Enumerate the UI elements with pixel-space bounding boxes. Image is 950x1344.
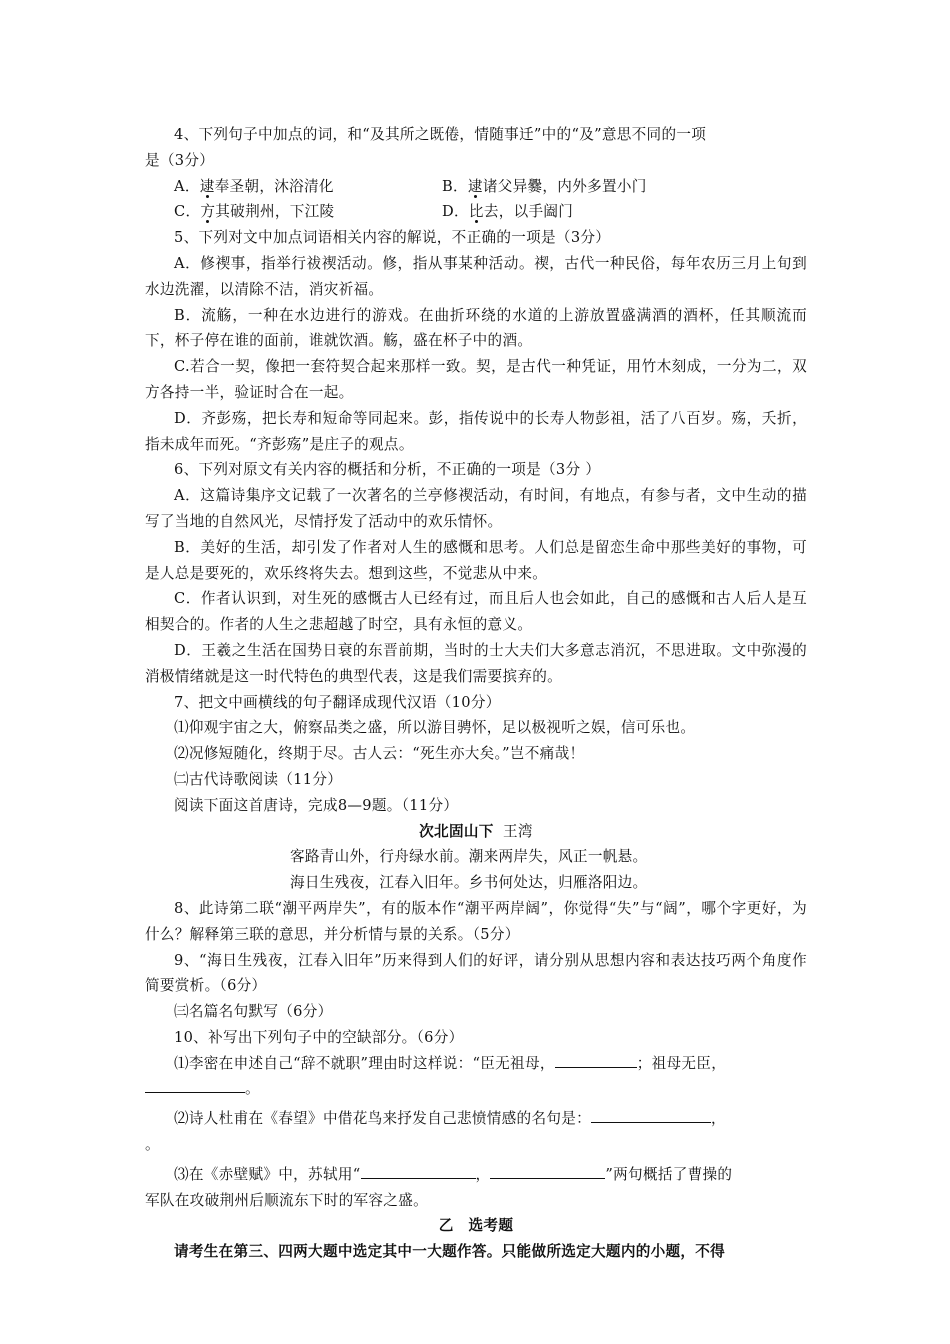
- q5-option-c: C.若合一契，像把一套符契合起来那样一致。契，是古代一种凭证，用竹木刻成，一分为二，双方各持一半，验证时合在一起。: [145, 358, 807, 401]
- q5-option-a: A．修禊事，指举行祓禊活动。修，指从事某种活动。禊，古代一种民俗，每年农历三月上旬到水边洗濯，以清除不洁，消灾祈福。: [145, 254, 807, 298]
- answer-blank[interactable]: [361, 1162, 476, 1179]
- section-dictation-heading: ㈢名篇名句默写（6分）: [174, 1003, 333, 1021]
- q10-item-2: ⑵诗人杜甫在《春望》中借花鸟来抒发自己悲愤情感的名句是： ，: [145, 1106, 807, 1132]
- q4-options-row2: [145, 199, 807, 225]
- q5-stem: 5、下列对文中加点词语相关内容的解说，不正确的一项是（3分）: [174, 229, 611, 247]
- q4-option-d: D．比去，以手阖门: [442, 203, 574, 221]
- q7-stem: 7、把文中画横线的句子翻译成现代汉语（10分）: [174, 693, 501, 711]
- section-b-instructions: 请考生在第三、四两大题中选定其中一大题作答。只能做所选定大题内的小题，不得: [174, 1243, 726, 1261]
- dotted-word: 方: [200, 203, 216, 221]
- answer-blank[interactable]: [145, 1076, 245, 1093]
- q6-stem: 6、下列对原文有关内容的概括和分析，不正确的一项是（3分 ）: [174, 461, 601, 479]
- exam-page: [145, 122, 807, 1265]
- poem-author: 王湾: [503, 822, 533, 840]
- q8-text: 8、此诗第二联“潮平两岸失”，有的版本作“潮平两岸阔”，你觉得“失”与“阔”，哪个字更好，为什么？解释第三联的意思，并分析情与景的关系。（5分）: [145, 899, 807, 943]
- section-poetry-heading: ㈡古代诗歌阅读（11分）: [174, 770, 343, 788]
- q4-options-row1: [145, 174, 807, 200]
- q5-option-d: D．齐彭殇，把长寿和短命等同起来。彭，指传说中的长寿人物彭祖，活了八百岁。殇，夭折，指未成年而死。“齐彭殇”是庄子的观点。: [145, 409, 807, 453]
- q7-sentence-2: ⑵况修短随化，终期于尽。古人云：“死生亦大矣。”岂不痛哉！: [174, 745, 585, 763]
- q6-option-a: A．这篇诗集序文记载了一次著名的兰亭修禊活动，有时间，有地点，有参与者，文中生动的描写了当地的自然风光，尽情抒发了活动中的欢乐情怀。: [145, 487, 807, 530]
- q6-option-b: B．美好的生活，却引发了作者对人生的感慨和思考。人们总是留恋生命中那些美好的事物，可是人总是要死的，欢乐终将失去。想到这些，不觉悲从中来。: [145, 538, 807, 582]
- answer-blank[interactable]: [591, 1106, 711, 1123]
- q6-option-c: C．作者认识到，对生死的感慨古人已经有过，而且后人也会如此，自己的感慨和古人后人是互相契合的。作者的人生之悲超越了时空，具有永恒的意义。: [145, 590, 807, 634]
- q10-item-3-cont: 军队在攻破荆州后顺流东下时的军容之盛。: [145, 1191, 428, 1209]
- q10-item-1: ⑴李密在申述自己“辞不就职”理由时这样说：“臣无祖母， ；祖母无臣，: [145, 1051, 807, 1077]
- q4-option-c: C．方其破荆州，下江陵: [174, 203, 335, 221]
- answer-blank[interactable]: [555, 1051, 637, 1068]
- q10-item-2-cont: 。: [145, 1136, 160, 1154]
- poetry-intro: 阅读下面这首唐诗，完成8—9题。（11分）: [174, 796, 459, 814]
- q10-item-3: ⑶在《赤壁赋》中，苏轼用“ ， ”两句概括了曹操的: [145, 1162, 807, 1188]
- poem-line-2: 海日生残夜，江春入旧年。乡书何处达，归雁洛阳边。: [290, 874, 648, 892]
- section-b-heading: 乙 选考题: [438, 1217, 514, 1235]
- q4-option-a: A．逮奉圣朝，沐浴清化: [174, 177, 334, 195]
- q6-option-d: D．王羲之生活在国势日衰的东晋前期，当时的士大夫们大多意志消沉，不思进取。文中弥漫的消极情绪就是这一时代特色的典型代表，这是我们需要摈弃的。: [145, 641, 807, 685]
- q4-option-b: B．逮诸父异爨，内外多置小门: [442, 177, 647, 195]
- q4-stem: 4、下列句子中加点的词，和“及其所之既倦，情随事迁”中的“及”意思不同的一项: [174, 126, 707, 143]
- dotted-word: 比: [468, 203, 484, 221]
- answer-blank[interactable]: [490, 1162, 605, 1179]
- q5-option-b: B．流觞，一种在水边进行的游戏。在曲折环绕的水道的上游放置盛满酒的酒杯，任其顺流而下，杯子停在谁的面前，谁就饮酒。觞，盛在杯子中的酒。: [145, 306, 807, 350]
- poem-line-1: 客路青山外，行舟绿水前。潮来两岸失，风正一帆悬。: [290, 848, 648, 866]
- dotted-word: 逮: [467, 177, 483, 195]
- q9-text: 9、“海日生残夜，江春入旧年”历来得到人们的好评，请分别从思想内容和表达技巧两个角度作简要赏析。（6分）: [145, 951, 807, 995]
- q10-stem: 10、补写出下列句子中的空缺部分。（6分）: [174, 1028, 464, 1046]
- q7-sentence-1: ⑴仰观宇宙之大，俯察品类之盛，所以游目骋怀，足以极视听之娱，信可乐也。: [174, 719, 696, 737]
- q4-stem-cont: 是（3分）: [145, 151, 215, 169]
- q10-item-1-cont: 。: [145, 1076, 807, 1102]
- poem-title: 次北固山下 王湾: [419, 822, 533, 840]
- dotted-word: 逮: [199, 177, 215, 195]
